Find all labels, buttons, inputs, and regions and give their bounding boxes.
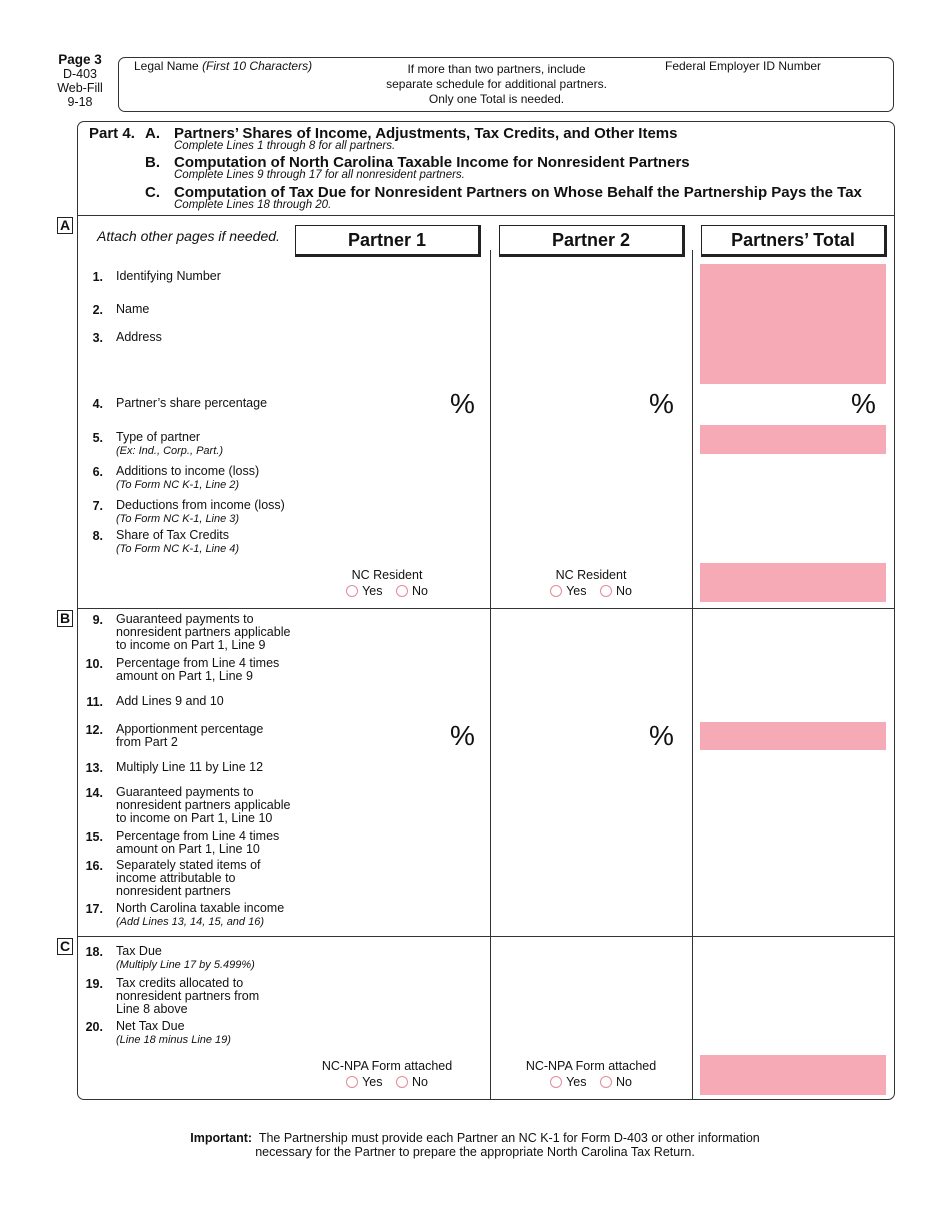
ncnpa-label: NC-NPA Form attached (525, 1059, 657, 1073)
radio-circle-icon[interactable] (600, 1076, 612, 1088)
line-text (116, 465, 259, 492)
partner1-ncnpa-no[interactable] (396, 1075, 428, 1089)
partner1-apportionment-percent-symbol: % (450, 720, 475, 751)
partner2-nc-resident-yes[interactable] (550, 584, 586, 598)
radio-circle-icon[interactable] (550, 1076, 562, 1088)
column-divider-2 (692, 250, 693, 1100)
line-text: Identifying Number (116, 269, 221, 283)
line-subtext: (To Form NC K-1, Line 2) (116, 479, 240, 491)
part-b-letter: B. (145, 154, 160, 171)
partner2-nc-resident (521, 568, 661, 598)
line-number: 4. (92, 397, 103, 411)
part-c-letter: C. (145, 184, 160, 201)
line-text: Guaranteed payments to nonresident partners applicable to income on Part 1, Line 10 (116, 785, 291, 825)
line-subtext: (Add Lines 13, 14, 15, and 16) (116, 916, 264, 928)
line-number: 14. (85, 786, 103, 800)
yes-label: Yes (362, 1075, 383, 1089)
line-text (116, 1020, 231, 1047)
partner1-header: Partner 1 (295, 225, 481, 257)
additional-partners-note (369, 62, 624, 107)
section-b-divider (77, 608, 895, 609)
note-line: If more than two partners, include (407, 62, 586, 76)
radio-circle-icon[interactable] (346, 585, 358, 597)
total-identity-disabled-field (700, 264, 886, 384)
line-text: Guaranteed payments to nonresident partners applicable to income on Part 1, Line 9 (116, 612, 291, 652)
line-main-text: North Carolina taxable income (116, 901, 285, 915)
important-text: The Partnership must provide each Partner an NC K-1 for Form D-403 or other information (258, 1131, 760, 1145)
line-main-text: Tax Due (116, 944, 162, 958)
line-text: Address (116, 330, 162, 344)
no-label: No (615, 584, 632, 598)
line-main-text: Additions to income (loss) (116, 464, 260, 478)
line-text (116, 902, 284, 929)
legal-name-hint: (First 10 Characters) (202, 59, 313, 73)
line-number: 13. (85, 761, 103, 775)
radio-circle-icon[interactable] (346, 1076, 358, 1088)
line-main-text: Deductions from income (loss) (116, 498, 285, 512)
line-subtext: (To Form NC K-1, Line 3) (116, 513, 240, 525)
legal-name-label (134, 59, 312, 73)
part-c-title: Computation of Tax Due for Nonresident Partners on Whose Behalf the Partnership Pays the Tax (174, 184, 862, 201)
line-text: Percentage from Line 4 times amount on Part 1, Line 10 (116, 829, 280, 856)
line-text: Partner’s share percentage (116, 396, 268, 410)
ncnpa-label: NC-NPA Form attached (321, 1059, 453, 1073)
column-divider-1 (490, 250, 491, 1100)
line-number: 8. (92, 529, 103, 543)
line-number: 19. (85, 977, 103, 991)
total-apportionment-disabled-field (700, 722, 886, 750)
line-number: 17. (85, 902, 103, 916)
page-label: Page 3 (58, 52, 102, 67)
line-text (116, 431, 223, 458)
part-b-subtitle: Complete Lines 9 through 17 for all nonresident partners. (174, 169, 465, 181)
page-identifier (50, 53, 110, 109)
partner2-ncnpa-no[interactable] (600, 1075, 632, 1089)
line-text: Multiply Line 11 by Line 12 (116, 760, 264, 774)
form-id: D-403 (62, 67, 98, 81)
partner2-header: Partner 2 (499, 225, 685, 257)
part-label: Part 4. (89, 125, 135, 142)
line-subtext: (To Form NC K-1, Line 4) (116, 543, 240, 555)
line-subtext: (Multiply Line 17 by 5.499%) (116, 959, 255, 971)
line-text: Separately stated items of income attributable to nonresident partners (116, 858, 261, 898)
line-number: 1. (92, 270, 103, 284)
total-ncnpa-disabled-field (700, 1055, 886, 1095)
line-text: Percentage from Line 4 times amount on Part 1, Line 9 (116, 656, 280, 683)
no-label: No (411, 584, 428, 598)
total-share-percent-symbol: % (851, 388, 876, 419)
line-text: Name (116, 302, 150, 316)
line-number: 18. (85, 945, 103, 959)
part-a-title: Partners’ Shares of Income, Adjustments, Tax Credits, and Other Items (174, 125, 678, 142)
partner1-nc-resident-no[interactable] (396, 584, 428, 598)
nc-resident-label: NC Resident (555, 568, 627, 582)
line-text (116, 499, 285, 526)
note-line: separate schedule for additional partners. (386, 77, 607, 91)
radio-circle-icon[interactable] (550, 585, 562, 597)
part-a-subtitle: Complete Lines 1 through 8 for all partners. (174, 140, 396, 152)
line-number: 20. (85, 1020, 103, 1034)
form-date: 9-18 (67, 95, 93, 109)
radio-circle-icon[interactable] (600, 585, 612, 597)
line-number: 16. (85, 859, 103, 873)
radio-circle-icon[interactable] (396, 585, 408, 597)
important-note (120, 1131, 830, 1159)
line-number: 7. (92, 499, 103, 513)
partner1-ncnpa (317, 1059, 457, 1089)
radio-circle-icon[interactable] (396, 1076, 408, 1088)
total-nc-resident-disabled-field (700, 563, 886, 602)
line-subtext: (Line 18 minus Line 19) (116, 1034, 231, 1046)
line-main-text: Type of partner (116, 430, 201, 444)
line-number: 11. (86, 695, 103, 709)
partner1-ncnpa-yes[interactable] (346, 1075, 382, 1089)
line-main-text: Net Tax Due (116, 1019, 185, 1033)
part-a-letter: A. (145, 125, 160, 142)
yes-label: Yes (566, 584, 587, 598)
no-label: No (615, 1075, 632, 1089)
total-header: Partners’ Total (701, 225, 887, 257)
line-number: 2. (92, 303, 103, 317)
line-number: 12. (85, 723, 103, 737)
nc-resident-label: NC Resident (351, 568, 423, 582)
section-c-marker: C (57, 938, 73, 955)
line-main-text: Share of Tax Credits (116, 528, 230, 542)
partner2-ncnpa-yes[interactable] (550, 1075, 586, 1089)
section-a-marker: A (57, 217, 73, 234)
important-text-line2: necessary for the Partner to prepare the appropriate North Carolina Tax Return. (255, 1145, 695, 1159)
total-type-disabled-field (700, 425, 886, 454)
section-b-marker: B (57, 610, 73, 627)
line-text (116, 945, 255, 972)
line-text: Tax credits allocated to nonresident partners from Line 8 above (116, 976, 260, 1016)
title-divider (77, 215, 895, 216)
line-number: 10. (85, 657, 103, 671)
yes-label: Yes (362, 584, 383, 598)
note-line: Only one Total is needed. (428, 92, 565, 106)
form-version: Web-Fill (57, 81, 103, 95)
partner2-ncnpa (521, 1059, 661, 1089)
partner1-share-percent-symbol: % (450, 388, 475, 419)
line-number: 9. (92, 613, 103, 627)
legal-name-text: Legal Name (134, 59, 199, 73)
partner1-nc-resident (317, 568, 457, 598)
legal-name-box[interactable] (118, 57, 894, 112)
line-text: Add Lines 9 and 10 (116, 694, 224, 708)
part-b-title: Computation of North Carolina Taxable Income for Nonresident Partners (174, 154, 690, 171)
partner1-nc-resident-yes[interactable] (346, 584, 382, 598)
section-c-divider (77, 936, 895, 937)
fein-label: Federal Employer ID Number (665, 59, 822, 73)
partner2-share-percent-symbol: % (649, 388, 674, 419)
line-number: 15. (85, 830, 103, 844)
partner2-nc-resident-no[interactable] (600, 584, 632, 598)
attach-note: Attach other pages if needed. (97, 228, 280, 244)
no-label: No (411, 1075, 428, 1089)
line-number: 6. (92, 465, 103, 479)
part-c-subtitle: Complete Lines 18 through 20. (174, 199, 332, 211)
line-text: Apportionment percentage from Part 2 (116, 722, 264, 749)
yes-label: Yes (566, 1075, 587, 1089)
line-subtext: (Ex: Ind., Corp., Part.) (116, 445, 223, 457)
partner2-apportionment-percent-symbol: % (649, 720, 674, 751)
line-number: 5. (92, 431, 103, 445)
line-number: 3. (92, 331, 103, 345)
important-label: Important: (190, 1131, 253, 1145)
line-text (116, 529, 239, 556)
